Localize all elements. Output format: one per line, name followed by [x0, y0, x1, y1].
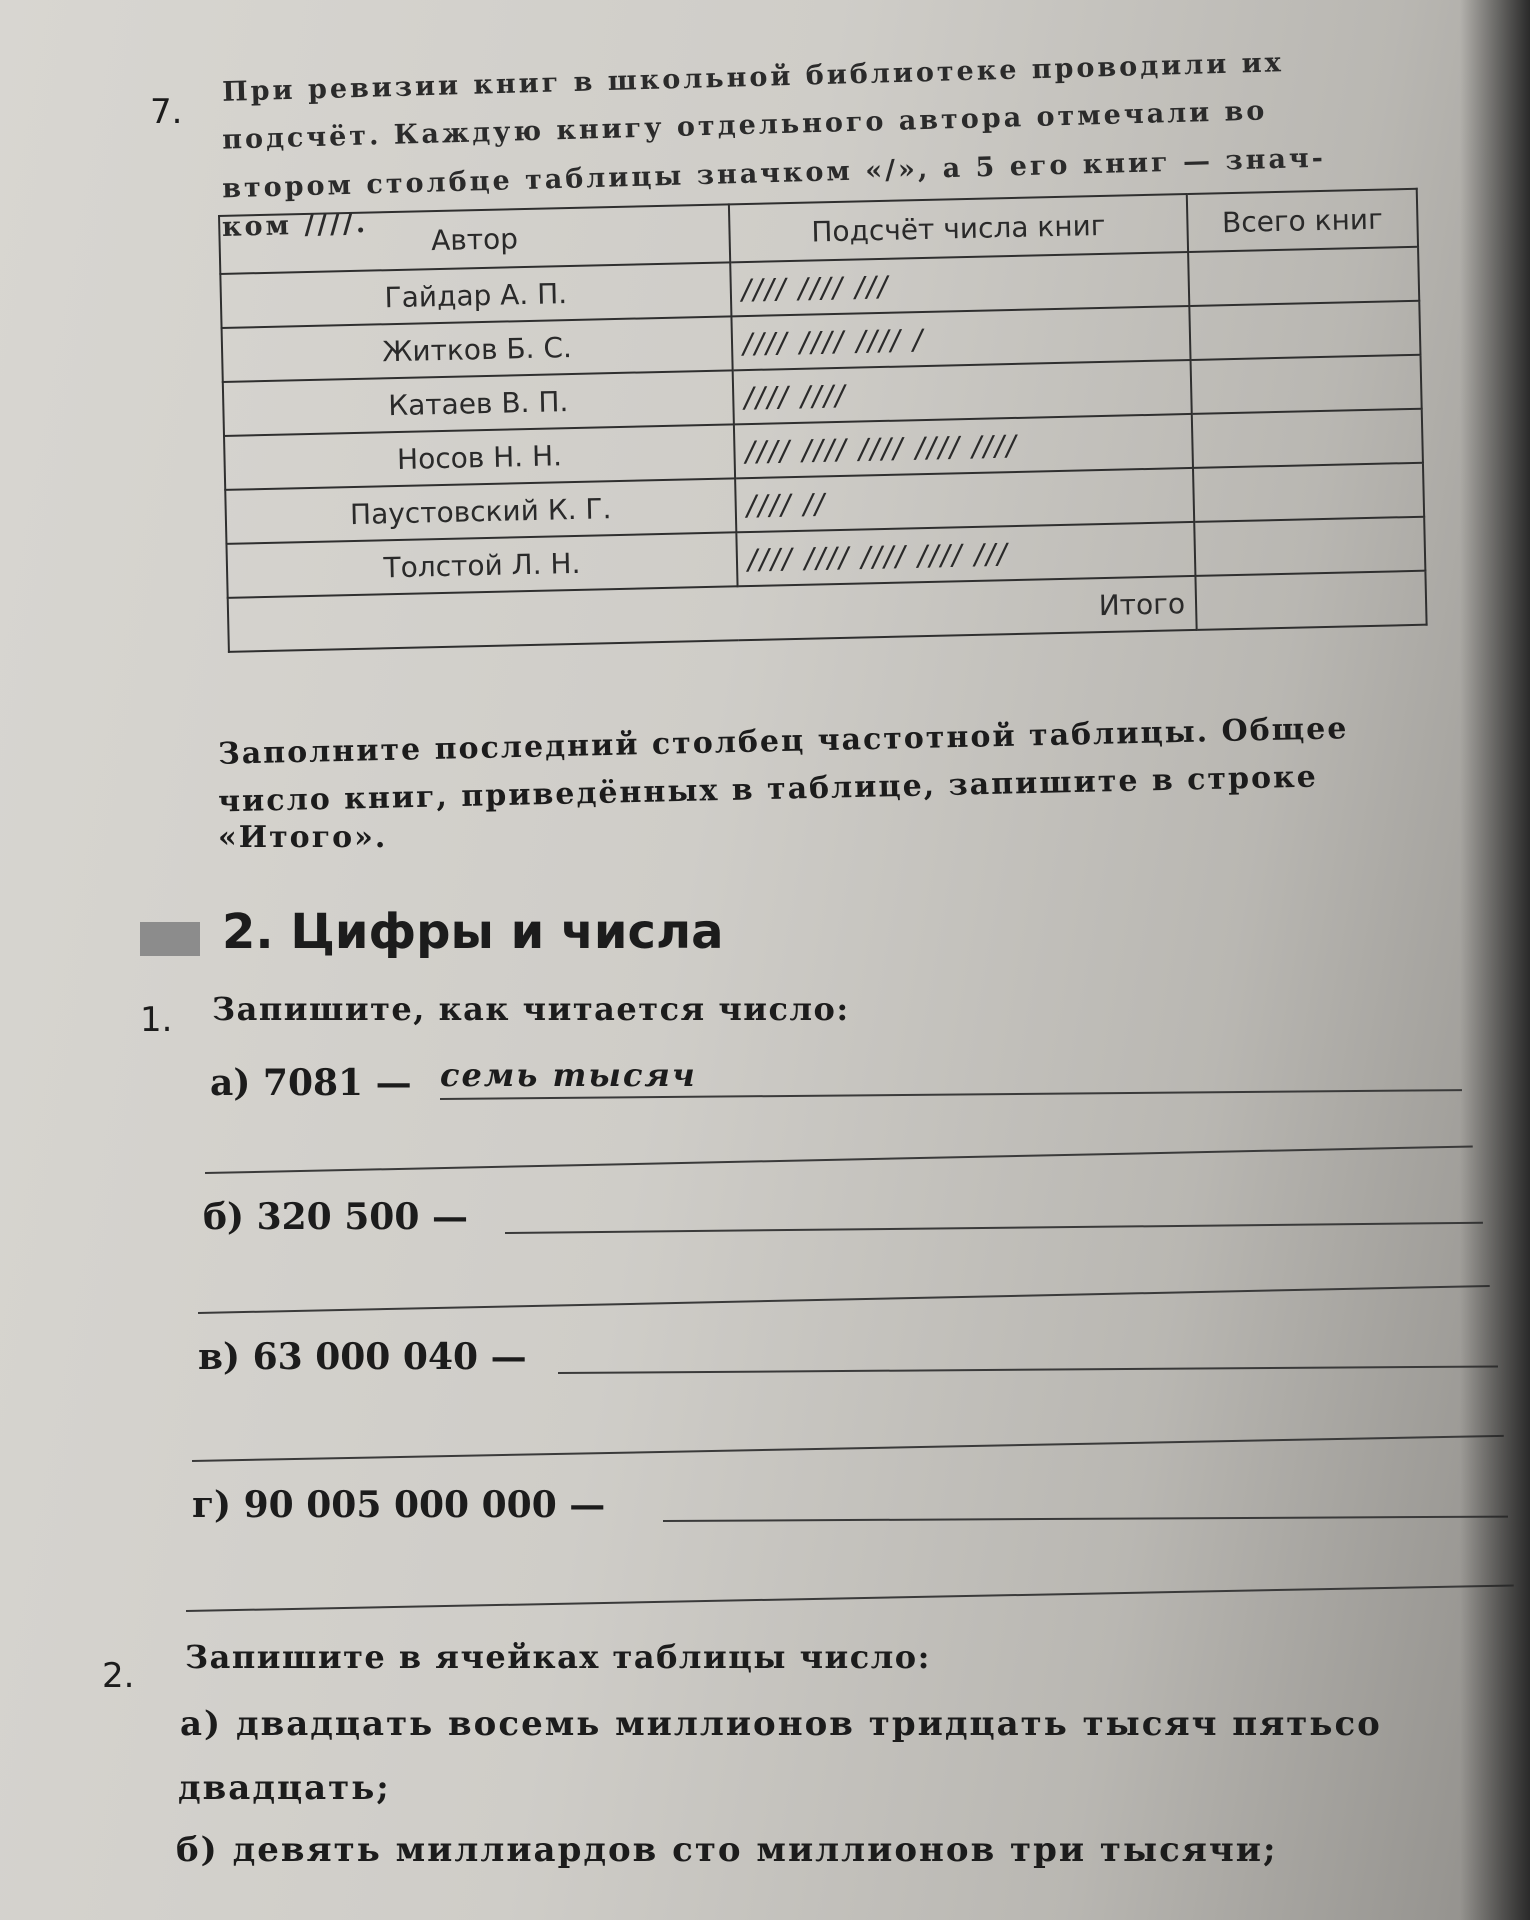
answer-line[interactable] — [192, 1435, 1504, 1462]
author-cell: Паустовский К. Г. — [225, 478, 736, 544]
header-author: Автор — [219, 204, 730, 274]
total-input-cell[interactable] — [1194, 517, 1425, 576]
q2-line-b: б) девять миллиардов сто миллионов три тысячи; — [176, 1830, 1278, 1870]
itogo-label: Итого — [228, 576, 1197, 652]
total-input-cell[interactable] — [1188, 247, 1419, 306]
tally-cell: //// //// //// //// /// — [736, 522, 1195, 586]
tally-cell: //// //// /// — [730, 252, 1189, 316]
q1-item-a-label: а) 7081 — — [210, 1062, 412, 1104]
total-input-cell[interactable] — [1192, 409, 1423, 468]
q1-number: 1. — [140, 1000, 173, 1040]
q2-line-a: а) двадцать восемь миллионов тридцать тысяч пятьсо — [180, 1704, 1382, 1744]
intro-line-4: ком ////. — [221, 207, 369, 244]
intro-line-1: При ревизии книг в школьной библиотеке проводили их — [221, 47, 1285, 108]
author-cell: Житков Б. С. — [222, 316, 733, 382]
q1-item-c-label: в) 63 000 040 — — [198, 1336, 527, 1378]
answer-line[interactable] — [505, 1222, 1483, 1234]
author-cell: Катаев В. П. — [223, 370, 734, 436]
q1-item-b-label: б) 320 500 — — [203, 1196, 468, 1238]
answer-line[interactable] — [558, 1365, 1498, 1374]
header-tally: Подсчёт числа книг — [729, 194, 1188, 262]
q1-item-a-answer[interactable]: семь тысяч — [440, 1056, 697, 1094]
q2-title: Запишите в ячейках таблицы число: — [185, 1638, 931, 1676]
author-cell: Носов Н. Н. — [224, 424, 735, 490]
task-7-number: 7. — [150, 92, 183, 132]
q2-number: 2. — [102, 1656, 135, 1696]
instruction-line-1: Заполните последний столбец частотной таблицы. Общее — [217, 711, 1349, 772]
answer-line[interactable] — [205, 1145, 1473, 1174]
total-input-cell[interactable] — [1189, 301, 1420, 360]
header-total: Всего книг — [1187, 189, 1418, 252]
intro-line-3: втором столбце таблицы значком «/», а 5 его книг — знач- — [221, 142, 1327, 205]
q1-title: Запишите, как читается число: — [212, 990, 850, 1028]
instruction-line-3: «Итого». — [218, 820, 388, 855]
instruction-line-2: число книг, приведённых в таблице, запишите в строке — [217, 759, 1319, 820]
section-title: 2. Цифры и числа — [222, 904, 724, 960]
tally-cell: //// //// //// / — [731, 306, 1190, 370]
section-marker — [140, 922, 200, 956]
tally-cell: //// //// //// //// //// — [734, 414, 1193, 478]
tally-cell: //// // — [735, 468, 1194, 532]
itogo-input-cell[interactable] — [1195, 571, 1426, 630]
author-cell: Толстой Л. Н. — [226, 532, 737, 598]
q1-item-d-label: г) 90 005 000 000 — — [192, 1484, 606, 1526]
total-input-cell[interactable] — [1190, 355, 1421, 414]
page-edge-shadow — [1460, 0, 1530, 1920]
tally-cell: //// //// — [733, 360, 1192, 424]
q2-line-a-cont: двадцать; — [178, 1768, 391, 1808]
intro-line-2: подсчёт. Каждую книгу отдельного автора отмечали во — [221, 95, 1268, 156]
author-cell: Гайдар А. П. — [220, 262, 731, 328]
total-input-cell[interactable] — [1193, 463, 1424, 522]
answer-line[interactable] — [198, 1285, 1490, 1314]
answer-line[interactable] — [186, 1585, 1514, 1612]
answer-line[interactable] — [663, 1516, 1508, 1522]
book-tally-table — [218, 188, 1428, 653]
